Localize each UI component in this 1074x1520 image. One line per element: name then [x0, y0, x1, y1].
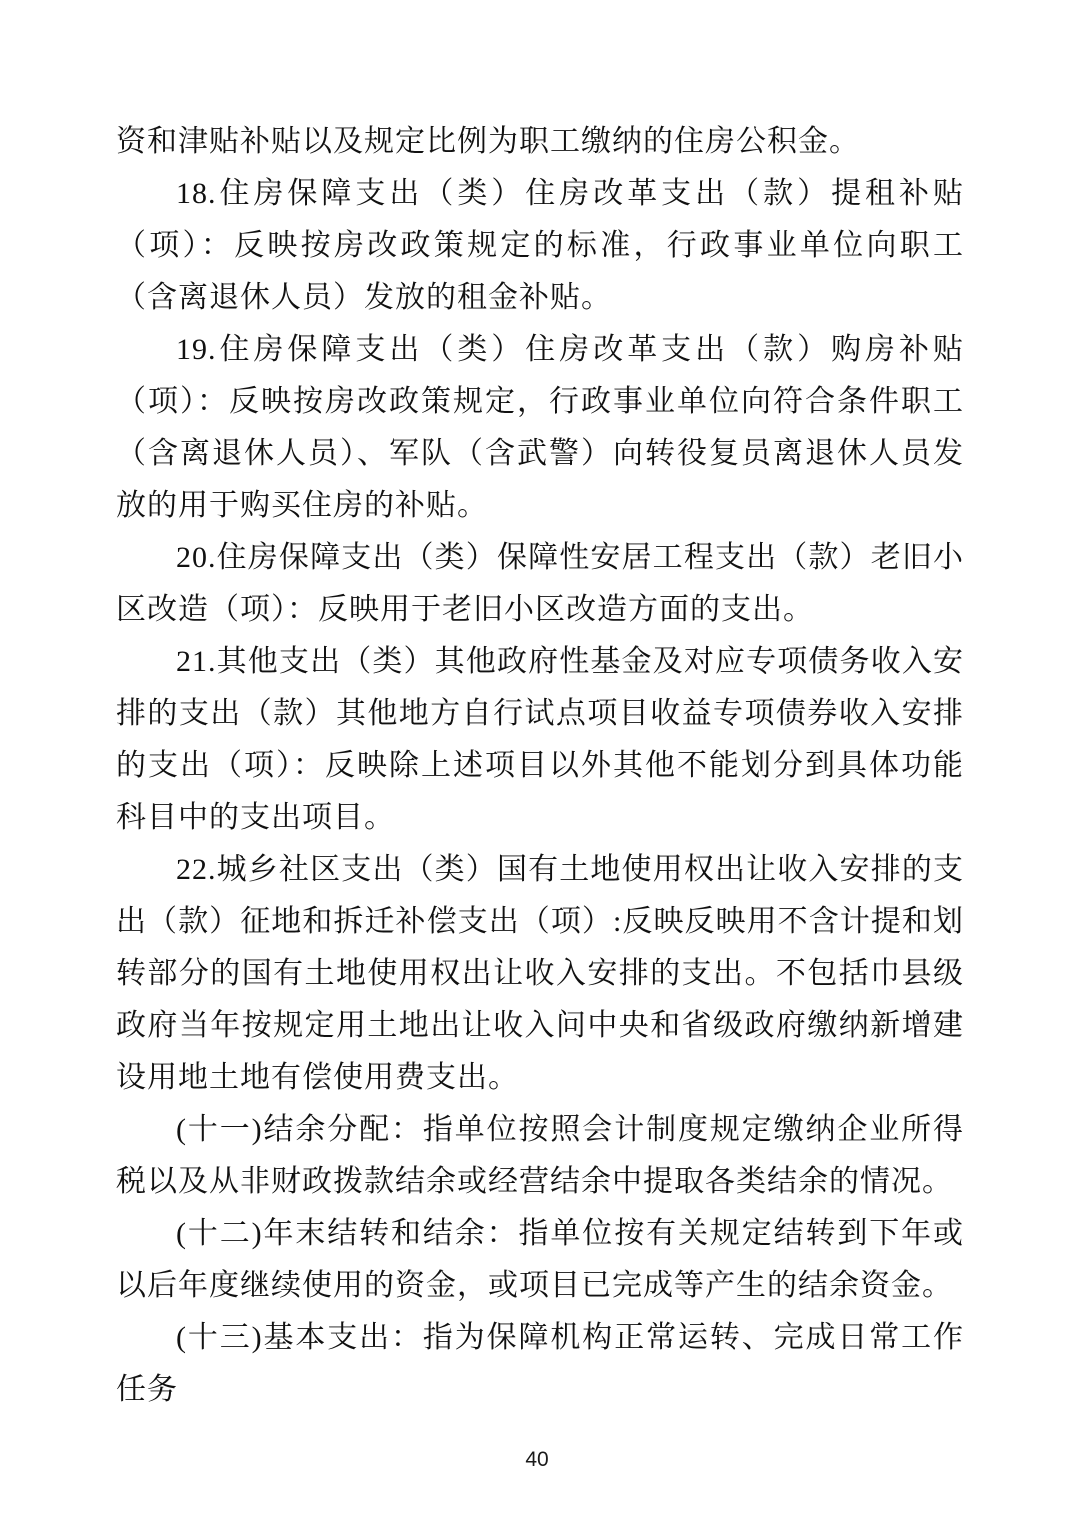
paragraph-item-19: 19.住房保障支出（类）住房改革支出（款）购房补贴（项）：反映按房改政策规定，行政事业单位向符合条件职工（含离退休人员）、军队（含武警）向转役复员离退休人员发放的用于购买住房的补贴。	[116, 333, 964, 522]
paragraph-item-22: 22.城乡社区支出（类）国有土地使用权出让收入安排的支出（款）征地和拆迁补偿支出（项）:反映反映用不含计提和划转部分的国有土地使用权出让收入安排的支出。不包括巾县级政府当年按规定用土地出让收入问中央和省级政府缴纳新增建设用地土地有偿使用费支出。	[116, 853, 964, 1094]
paragraph-item-18: 18.住房保障支出（类）住房改革支出（款）提租补贴（项）：反映按房改政策规定的标准，行政事业单位向职工（含离退休人员）发放的租金补贴。	[116, 177, 964, 314]
paragraph-item-xi-12: (十二)年末结转和结余：指单位按有关规定结转到下年或以后年度继续使用的资金，或项目已完成等产生的结余资金。	[116, 1217, 964, 1302]
paragraph-continuation: 资和津贴补贴以及规定比例为职工缴纳的住房公积金。	[116, 125, 860, 158]
paragraph-item-xi-13: (十三)基本支出：指为保障机构正常运转、完成日常工作任务	[116, 1321, 964, 1406]
paragraph-item-xi-11: (十一)结余分配：指单位按照会计制度规定缴纳企业所得税以及从非财政拨款结余或经营结余中提取各类结余的情况。	[116, 1113, 964, 1198]
paragraph-item-21: 21.其他支出（类）其他政府性基金及对应专项债务收入安排的支出（款）其他地方自行试点项目收益专项债券收入安排的支出（项）：反映除上述项目以外其他不能划分到具体功能科目中的支出项目。	[116, 645, 964, 834]
document-body	[116, 116, 964, 1416]
page-number: 40	[525, 1448, 549, 1471]
paragraph-item-20: 20.住房保障支出（类）保障性安居工程支出（款）老旧小区改造（项）：反映用于老旧小区改造方面的支出。	[116, 541, 964, 626]
